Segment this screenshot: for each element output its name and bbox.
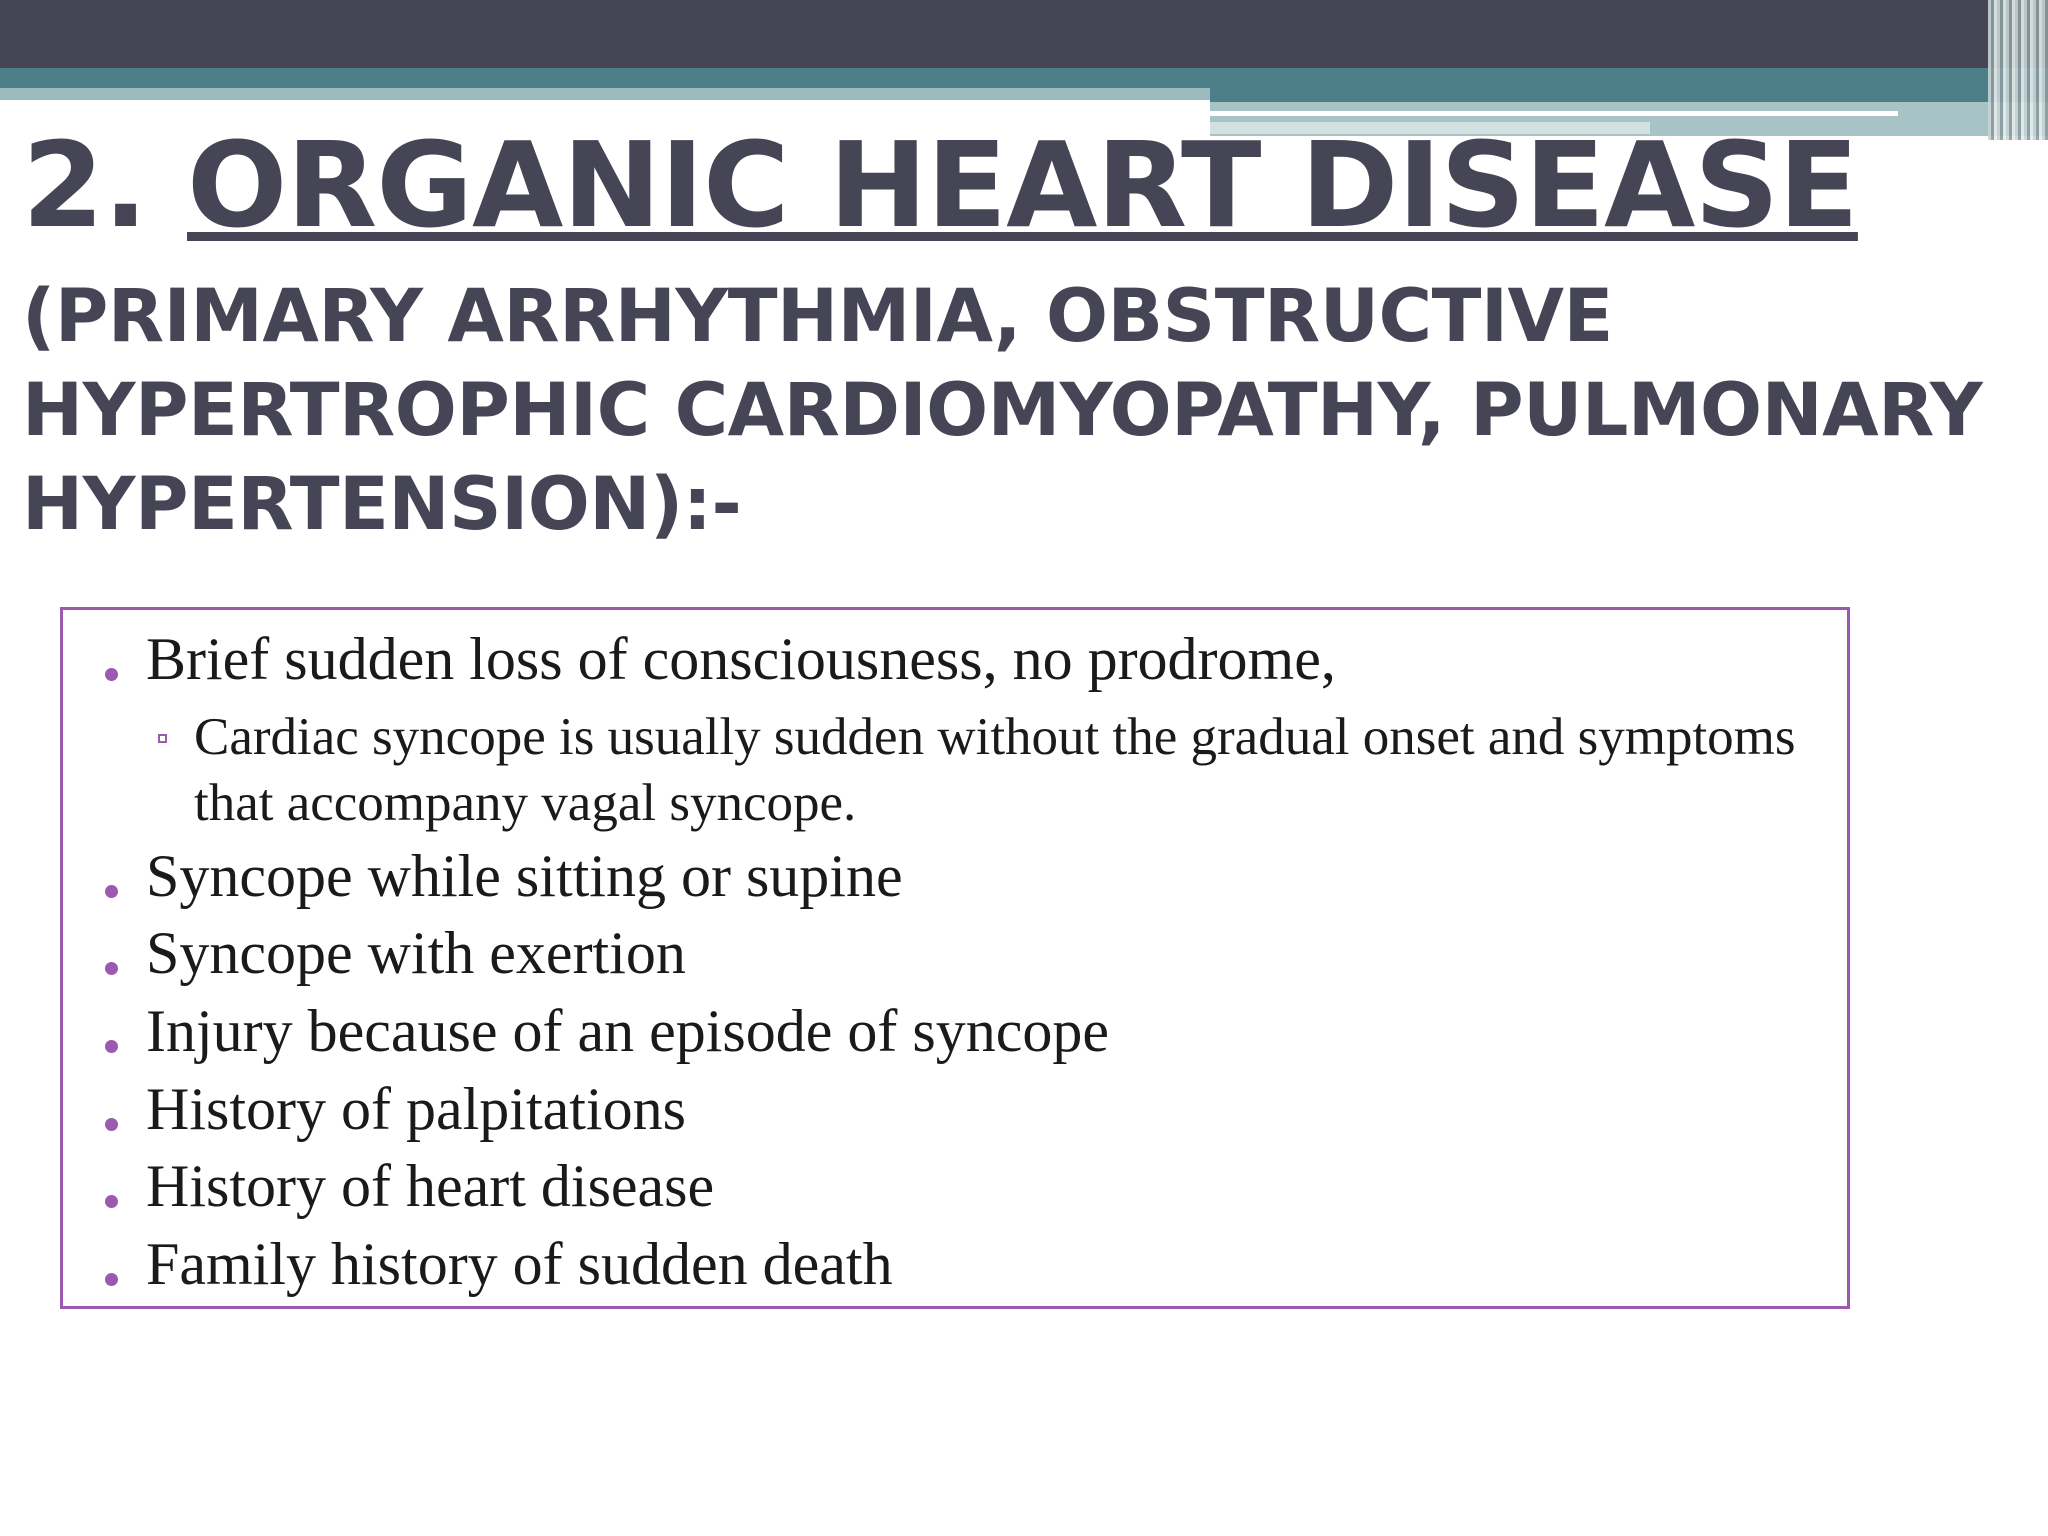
sub-bullet-text: Cardiac syncope is usually sudden without the gradual onset and symptoms that accompany vagal syncope. bbox=[194, 708, 1796, 832]
slide-subtitle: (PRIMARY ARRHYTHMIA, OBSTRUCTIVE HYPERTROPHIC CARDIOMYOPATHY, PULMONARY HYPERTENSION):- bbox=[22, 274, 1983, 547]
bullet-text: History of heart disease bbox=[146, 1153, 715, 1219]
bullet-text: Family history of sudden death bbox=[146, 1231, 893, 1297]
header-teal-band-right bbox=[1210, 88, 2048, 102]
bullet-dot-icon bbox=[105, 885, 118, 898]
bullet-text: History of palpitations bbox=[146, 1076, 686, 1142]
bullet-text: Injury because of an episode of syncope bbox=[146, 998, 1109, 1064]
content-box bbox=[60, 607, 1850, 1309]
slide-title bbox=[22, 116, 1858, 254]
header-dark-band bbox=[0, 0, 2048, 68]
header-light-band-left bbox=[0, 88, 1210, 100]
bullet-text: Brief sudden loss of consciousness, no prodrome, bbox=[146, 626, 1336, 692]
bullet-dot-icon bbox=[105, 668, 118, 681]
title-main: ORGANIC HEART DISEASE bbox=[187, 116, 1858, 254]
bullet-dot-icon bbox=[105, 1195, 118, 1208]
bullet-dot-icon bbox=[105, 1040, 118, 1053]
title-number: 2. bbox=[22, 116, 147, 254]
header-edge-stripes bbox=[1988, 0, 2048, 140]
bullet-text: Syncope while sitting or supine bbox=[146, 843, 903, 909]
bullet-dot-icon bbox=[105, 962, 118, 975]
bullet-text: Syncope with exertion bbox=[146, 920, 686, 986]
sub-bullet-square-icon bbox=[158, 734, 167, 743]
header-teal-band bbox=[0, 68, 2048, 88]
bullet-dot-icon bbox=[105, 1273, 118, 1286]
bullet-dot-icon bbox=[105, 1118, 118, 1131]
